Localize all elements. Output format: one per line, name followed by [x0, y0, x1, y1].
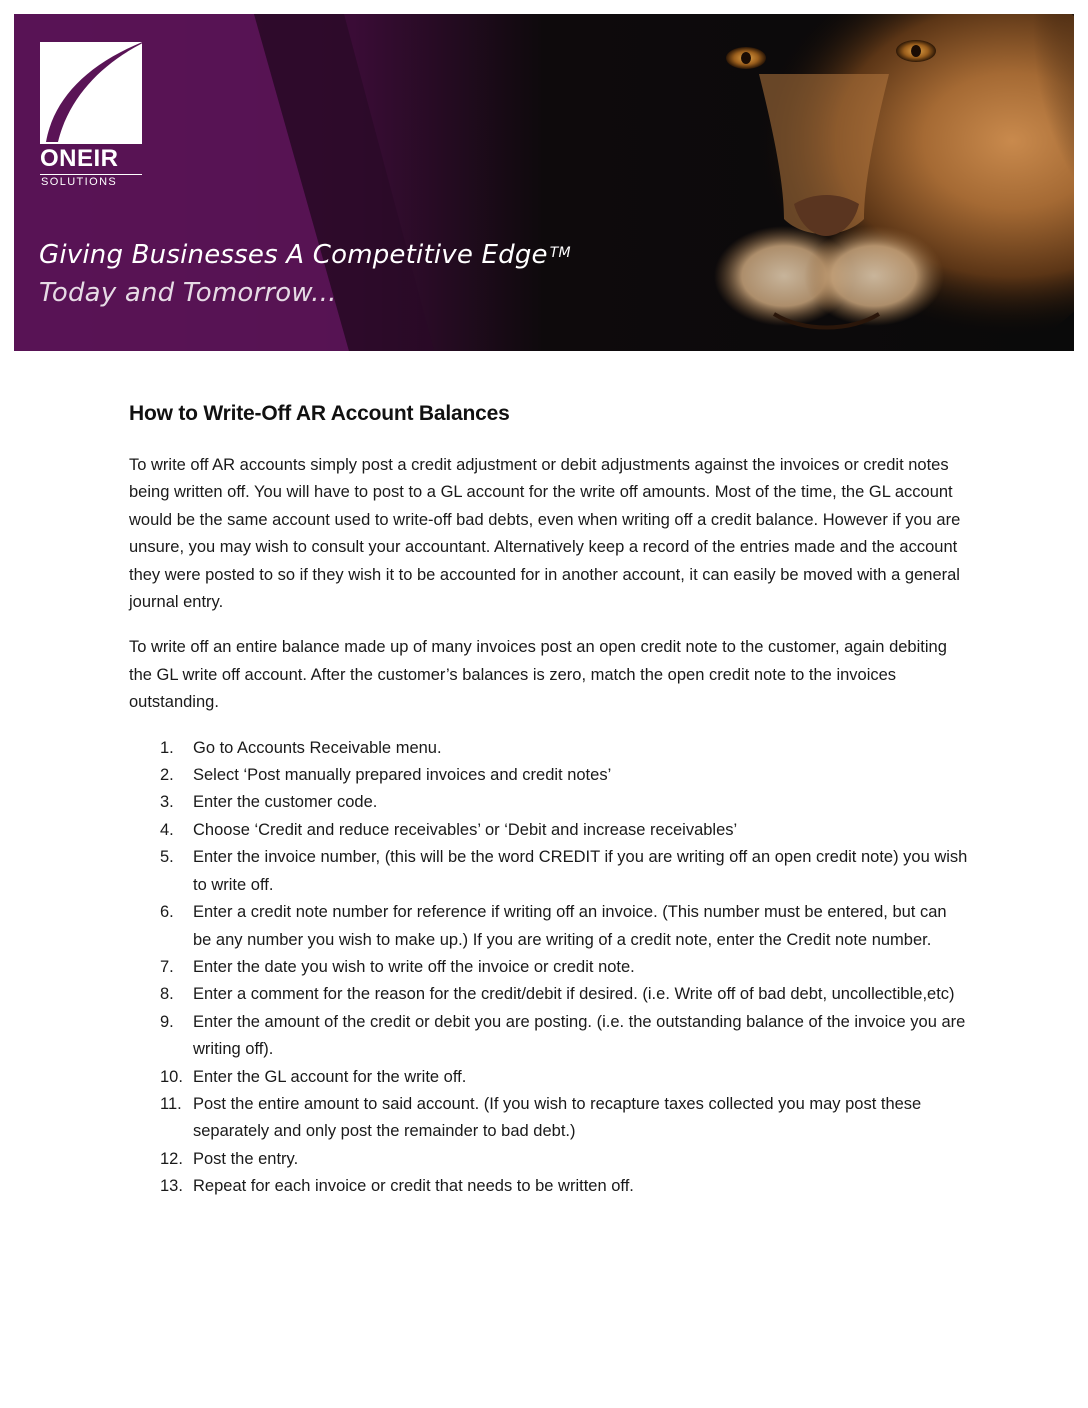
paragraph: To write off AR accounts simply post a credit adjustment or debit adjustments against the invoices or credit notes being written off. You will have to post to a GL account for the write off amounts. Most of the time, the GL account would be the same account used to write-off bad debts, even when writing off a credit balance. However if you are unsure, you may wish to consult your accountant. Alternatively keep a record of the entries made and the account they were posted to so if they wish it to be accounted for in another account, it can easily be moved with a general journal entry.: [129, 456, 961, 612]
step-number: 5.: [160, 848, 174, 867]
step-text: Select ‘Post manually prepared invoices and credit notes’: [193, 766, 612, 785]
list-item: [129, 1146, 969, 1173]
header-banner: [14, 14, 1074, 351]
step-text: Enter the customer code.: [193, 793, 378, 812]
list-item: [129, 817, 969, 844]
logo-mark: [40, 42, 142, 144]
tagline: [39, 236, 571, 312]
step-text: Choose ‘Credit and reduce receivables’ or ‘Debit and increase receivables’: [193, 820, 738, 839]
document-body: [129, 398, 969, 1201]
step-text: Enter a credit note number for reference if writing off an invoice. (This number must be entered, but can be any number you wish to make up.) If you are writing of a credit note, enter the Credit note number.: [193, 903, 947, 949]
step-number: 8.: [160, 985, 174, 1004]
step-text: Enter a comment for the reason for the credit/debit if desired. (i.e. Write off of bad debt, uncollectible,etc): [193, 985, 955, 1004]
list-item: [129, 735, 969, 762]
tagline-text: Giving Businesses A Competitive Edge: [39, 240, 548, 270]
step-text: Enter the GL account for the write off.: [193, 1067, 467, 1086]
list-item: [129, 789, 969, 816]
page-title: How to Write-Off AR Account Balances: [129, 402, 510, 425]
step-number: 3.: [160, 793, 174, 812]
list-item: [129, 1064, 969, 1091]
paragraph: To write off an entire balance made up of many invoices post an open credit note to the customer, again debiting the GL write off account. After the customer’s balances is zero, match the open credit note to the invoices outstanding.: [129, 638, 947, 712]
logo-divider: [40, 174, 142, 175]
step-text: Post the entry.: [193, 1149, 299, 1168]
logo-subtitle: SOLUTIONS: [41, 176, 118, 188]
list-item: [129, 1091, 969, 1146]
list-item: [129, 981, 969, 1008]
list-item: [129, 844, 969, 899]
list-item: [129, 899, 969, 954]
step-number: 9.: [160, 1012, 174, 1031]
tagline-line-2: Today and Tomorrow...: [39, 278, 337, 308]
step-text: Repeat for each invoice or credit that needs to be written off.: [193, 1177, 634, 1196]
trademark-mark: TM: [549, 245, 571, 261]
step-text: Go to Accounts Receivable menu.: [193, 738, 442, 757]
step-number: 10.: [160, 1067, 183, 1086]
logo-name: ONEIR: [40, 145, 119, 172]
step-number: 11.: [160, 1094, 182, 1113]
list-item: [129, 1173, 969, 1200]
tagline-line-1: [39, 236, 571, 274]
list-item: [129, 1009, 969, 1064]
step-number: 13.: [160, 1177, 183, 1196]
step-number: 7.: [160, 957, 174, 976]
step-text: Enter the amount of the credit or debit you are posting. (i.e. the outstanding balance of the invoice you are writing off).: [193, 1012, 966, 1059]
list-item: [129, 762, 969, 789]
step-number: 6.: [160, 903, 174, 922]
oneir-logo: [40, 42, 160, 202]
step-text: Enter the date you wish to write off the invoice or credit note.: [193, 957, 635, 976]
step-text: Enter the invoice number, (this will be the word CREDIT if you are writing off an open credit note) you wish to write off.: [193, 848, 968, 894]
list-item: [129, 954, 969, 981]
step-number: 12.: [160, 1149, 183, 1168]
steps-list: [129, 735, 969, 1201]
step-number: 4.: [160, 820, 174, 839]
step-number: 2.: [160, 766, 174, 785]
step-text: Post the entire amount to said account. (If you wish to recapture taxes collected you may post these separately and only post the remainder to bad debt.): [193, 1094, 922, 1141]
step-number: 1.: [160, 738, 174, 757]
